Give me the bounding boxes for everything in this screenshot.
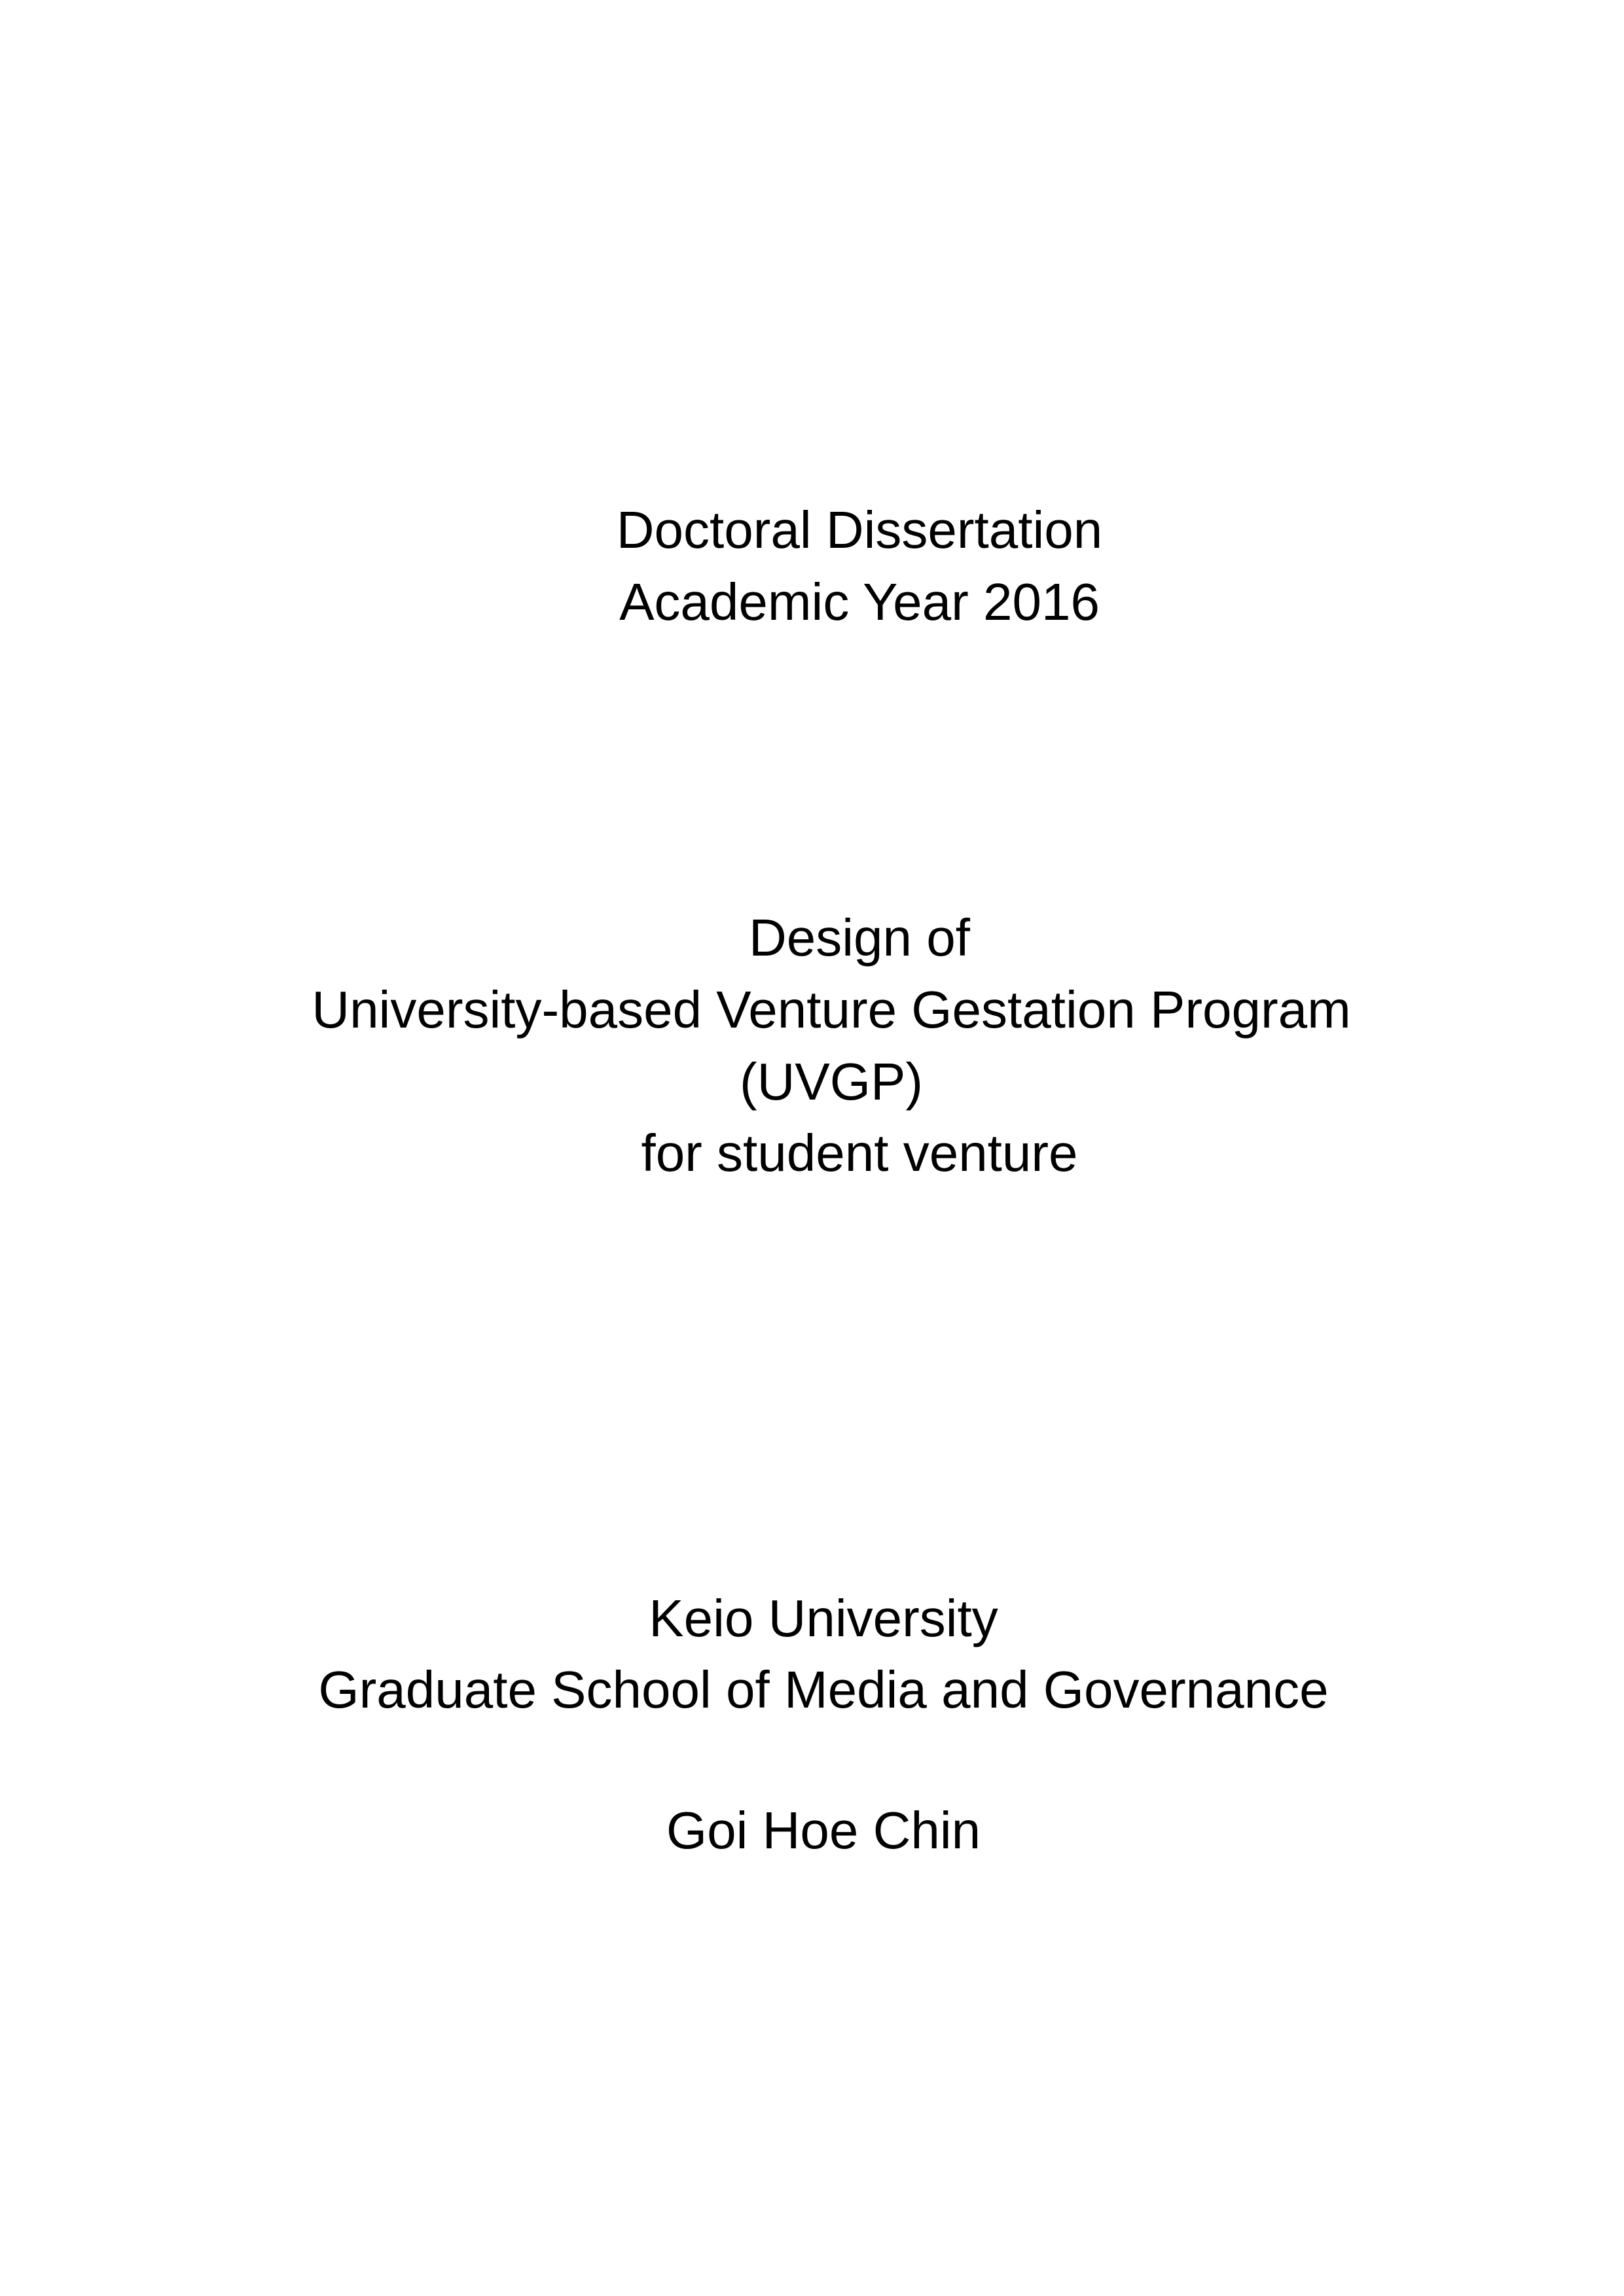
title-line-4: for student venture (641, 1124, 1078, 1182)
academic-year: Academic Year 2016 (619, 573, 1100, 631)
title-line-3: (UVGP) (740, 1052, 923, 1111)
title-line-2: University-based Venture Gestation Program (312, 980, 1351, 1039)
title-line-1: Design of (749, 908, 970, 967)
graduate-school-name: Graduate School of Media and Governance (318, 1660, 1329, 1719)
university-name: Keio University (649, 1589, 998, 1647)
document-type: Doctoral Dissertation (616, 501, 1103, 559)
author-name: Goi Hoe Chin (666, 1801, 981, 1859)
